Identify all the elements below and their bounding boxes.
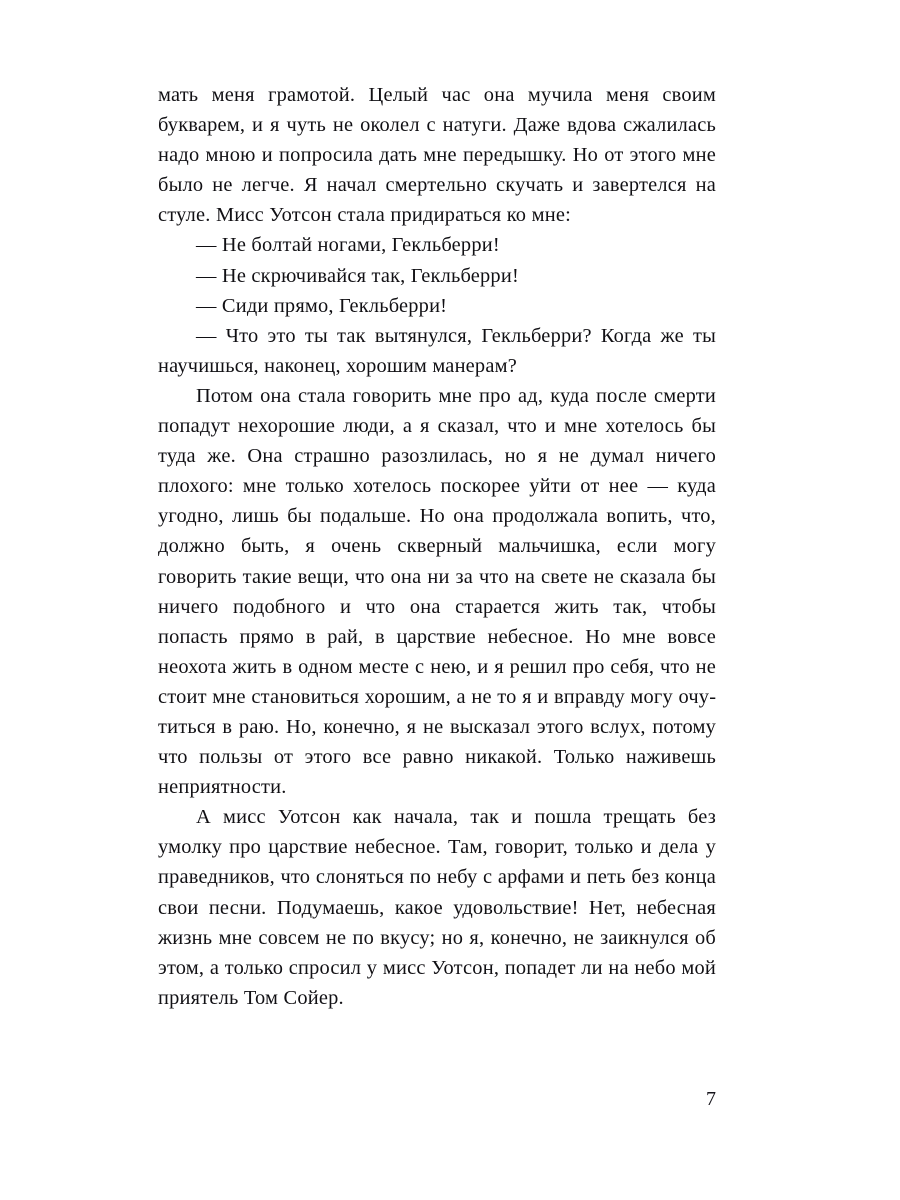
paragraph-body: А мисс Уотсон как начала, так и пошла трещать без умолку про царствие небесное. Там, говорит, только и дела у праведников, что слоняться по небу с арфами и петь без конца свои песни. Подумаешь, какое удовольствие! Нет, небесная жизнь мне совсем не по вкусу; но я, конечно, не заикнулся об этом, а только спросил у мисс Уотсон, попадет ли на небо мой приятель Том Сойер. — [158, 806, 716, 1009]
paragraph-continuation: мать меня грамотой. Целый час она мучила меня своим букварем, и я чуть не околел с натуги. Даже вдова сжалилась надо мною и попросила дать мне передышку. Но от этого мне было не легче. Я начал смертельно скучать и завертелся на стуле. Мисс Уотсон стала придираться ко мне: — [158, 84, 716, 227]
page-text-block — [158, 80, 716, 1013]
dialogue-line: — Что это ты так вытянулся, Гекльберри? Когда же ты научишься, наконец, хорошим манерам? — [158, 324, 716, 377]
paragraph-body: Потом она стала говорить мне про ад, куда после смерти попадут нехорошие люди, а я сказал, что и мне хотелось бы туда же. Она страшно разозлилась, но я не думал ничего плохого: мне только хотелось поскорее уйти от нее — куда угодно, лишь бы подальше. Но она продолжала вопить, что, должно быть, я очень скверный мальчишка, если могу говорить такие вещи, что она ни за что на свете не сказала бы ничего подобного и что она старается жить так, чтобы попасть прямо в рай, в царствие небесное. Но мне вовсе неохота жить в одном месте с нею, и я решил про себя, что не стоит мне становиться хорошим, а не то я и вправду могу очутиться в раю. Но, конечно, я не высказал этого вслух, потому что пользы от этого все равно никакой. Только наживешь неприятности. — [158, 384, 716, 799]
dialogue-line: — Сиди прямо, Гекльберри! — [196, 294, 448, 317]
dialogue-line: — Не скрючивайся так, Гекльберри! — [196, 264, 519, 287]
page-number: 7 — [706, 1088, 716, 1110]
dialogue-line: — Не болтай ногами, Гекльберри! — [196, 234, 500, 257]
